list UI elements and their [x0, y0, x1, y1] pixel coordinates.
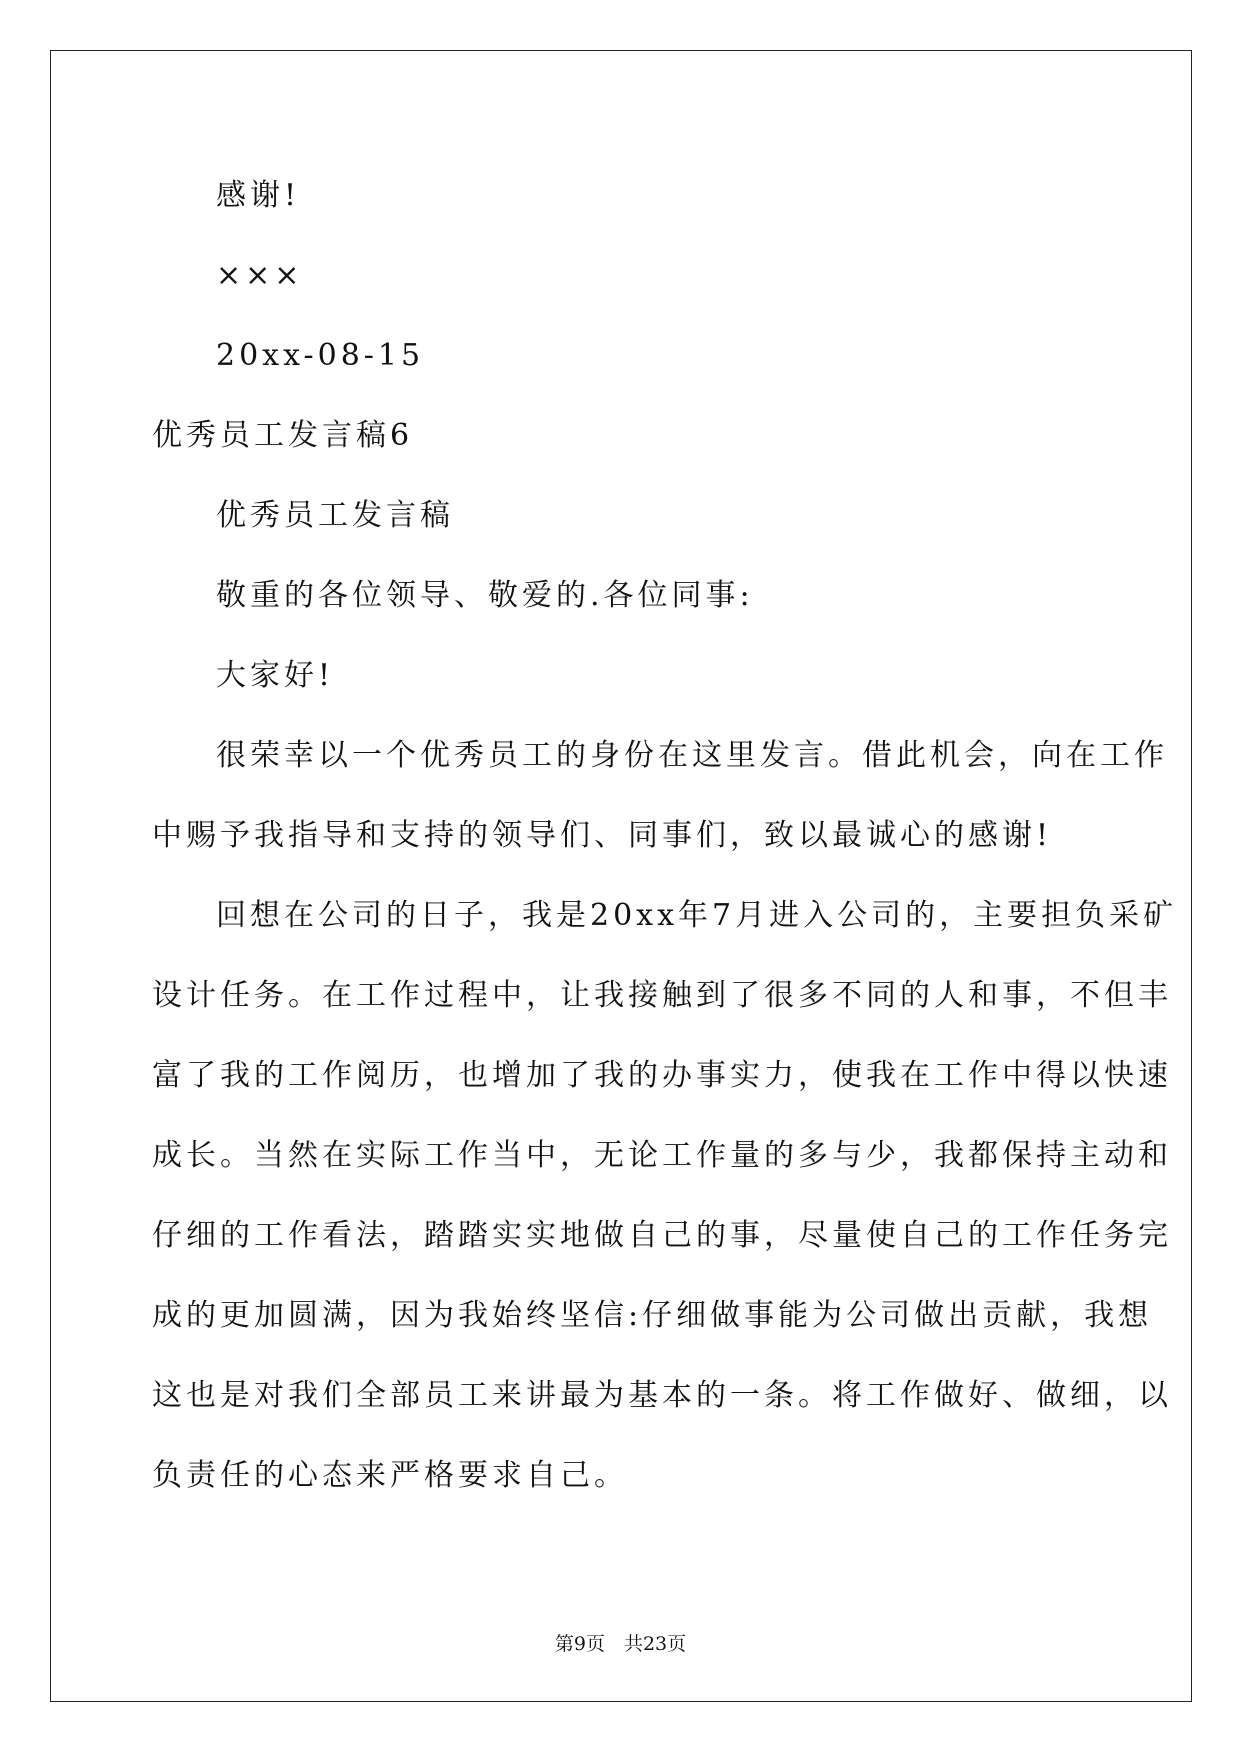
section-heading: 优秀员工发言稿6 [152, 418, 414, 453]
paragraph-2-line-4: 成长。当然在实际工作当中，无论工作量的多与少，我都保持主动和 [152, 1138, 1172, 1173]
page-border [50, 50, 1192, 1702]
salutation: 敬重的各位领导、敬爱的.各位同事: [216, 578, 754, 613]
paragraph-1-line-2: 中赐予我指导和支持的领导们、同事们，致以最诚心的感谢! [152, 818, 1053, 853]
greeting: 大家好! [216, 658, 335, 693]
closing-thanks: 感谢! [216, 178, 301, 213]
paragraph-2-line-5: 仔细的工作看法，踏踏实实地做自己的事，尽量使自己的工作任务完 [152, 1218, 1172, 1253]
paragraph-2-line-3: 富了我的工作阅历，也增加了我的办事实力，使我在工作中得以快速 [152, 1058, 1172, 1093]
paragraph-2-line-6: 成的更加圆满，因为我始终坚信:仔细做事能为公司做出贡献，我想 [152, 1298, 1153, 1333]
page-number-footer: 第9页 共23页 [554, 1633, 687, 1655]
paragraph-2-line-2: 设计任务。在工作过程中，让我接触到了很多不同的人和事，不但丰 [152, 978, 1172, 1013]
paragraph-1-line-1: 很荣幸以一个优秀员工的身份在这里发言。借此机会，向在工作 [216, 738, 1168, 773]
paragraph-2-line-7: 这也是对我们全部员工来讲最为基本的一条。将工作做好、做细，以 [152, 1378, 1172, 1413]
signature-name: ××× [216, 258, 304, 293]
paragraph-2-line-8: 负责任的心态来严格要求自己。 [152, 1458, 628, 1493]
speech-title: 优秀员工发言稿 [216, 498, 454, 533]
paragraph-2-line-1: 回想在公司的日子，我是20xx年7月进入公司的，主要担负采矿 [216, 898, 1178, 933]
signature-date: 20xx-08-15 [216, 338, 425, 373]
